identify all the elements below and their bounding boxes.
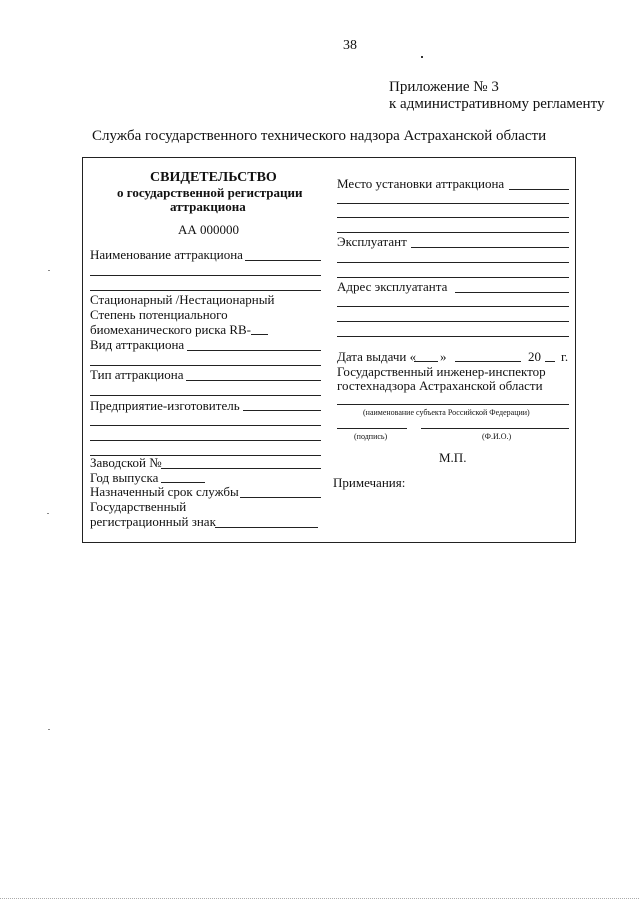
appendix-line-2: к административному регламенту xyxy=(389,96,605,112)
attraction-kind-line[interactable] xyxy=(187,350,321,351)
year-line[interactable] xyxy=(161,482,205,483)
attraction-name-line-2[interactable] xyxy=(90,275,321,276)
serial-number-label: Заводской № xyxy=(90,455,162,470)
issue-date-year: 20 xyxy=(528,349,541,364)
subject-caption: (наименование субъекта Российской Федерации) xyxy=(363,408,530,417)
year-label: Год выпуска xyxy=(90,470,159,485)
risk-degree-line[interactable] xyxy=(251,334,268,335)
service-life-label: Назначенный срок службы xyxy=(90,484,239,499)
location-line-2[interactable] xyxy=(337,203,569,204)
issue-date-day-line[interactable] xyxy=(414,361,438,362)
risk-degree-label-2: биомеханического риска RB- xyxy=(90,322,252,337)
operator-line-2[interactable] xyxy=(337,262,569,263)
attraction-name-line[interactable] xyxy=(245,260,321,261)
issue-date-suffix: г. xyxy=(561,349,569,364)
certificate-subtitle-1: о государственной регистрации xyxy=(117,185,303,200)
page-number: 38 xyxy=(343,38,357,53)
operator-line[interactable] xyxy=(411,247,569,248)
manufacturer-line-2[interactable] xyxy=(90,425,321,426)
attraction-name-label: Наименование аттракциона xyxy=(90,247,243,262)
appendix-line-1: Приложение № 3 xyxy=(389,79,499,95)
issue-date-prefix: Дата выдачи « xyxy=(337,349,417,364)
inspector-label-1: Государственный инженер-инспектор xyxy=(337,364,546,379)
operator-label: Эксплуатант xyxy=(337,234,407,249)
attraction-kind-label: Вид аттракциона xyxy=(90,337,185,352)
issue-date-month-line[interactable] xyxy=(455,361,521,362)
scan-footer-edge xyxy=(0,898,639,899)
manufacturer-line[interactable] xyxy=(243,410,321,411)
manufacturer-line-3[interactable] xyxy=(90,440,321,441)
subject-line[interactable] xyxy=(337,404,569,405)
certificate-title: СВИДЕТЕЛЬСТВО xyxy=(150,170,277,185)
service-title: Служба государственного технического надзора Астраханской области xyxy=(92,128,547,144)
location-line-3[interactable] xyxy=(337,217,569,218)
signature-caption: (подпись) xyxy=(354,432,388,441)
attraction-kind-line-2[interactable] xyxy=(90,365,321,366)
risk-degree-label-1: Степень потенциального xyxy=(90,307,228,322)
seal-label: М.П. xyxy=(439,450,467,465)
reg-sign-label-2: регистрационный знак xyxy=(90,514,216,529)
service-life-line[interactable] xyxy=(240,497,321,498)
operator-address-line[interactable] xyxy=(455,292,569,293)
reg-sign-label-1: Государственный xyxy=(90,499,187,514)
issue-date-mid: » xyxy=(440,349,447,364)
operator-address-line-4[interactable] xyxy=(337,336,569,337)
issue-date-year-line[interactable] xyxy=(545,361,555,362)
name-caption: (Ф.И.О.) xyxy=(482,432,512,441)
location-label: Место установки аттракциона xyxy=(337,176,505,191)
operator-address-line-2[interactable] xyxy=(337,306,569,307)
certificate-number: АА 000000 xyxy=(178,222,240,237)
attraction-type-line-2[interactable] xyxy=(90,395,321,396)
stationary-label: Стационарный /Нестационарный xyxy=(90,292,275,307)
inspector-label-2: гостехнадзора Астраханской области xyxy=(337,378,543,393)
manufacturer-label: Предприятие-изготовитель xyxy=(90,398,240,413)
location-line[interactable] xyxy=(509,189,569,190)
attraction-type-label: Тип аттракциона xyxy=(90,367,184,382)
name-line[interactable] xyxy=(421,428,569,429)
scan-speck xyxy=(48,729,50,730)
dot-mark xyxy=(421,56,423,58)
operator-address-line-3[interactable] xyxy=(337,321,569,322)
scan-speck xyxy=(48,270,50,271)
reg-sign-line[interactable] xyxy=(215,527,318,528)
notes-label: Примечания: xyxy=(333,475,406,490)
attraction-type-line[interactable] xyxy=(186,380,321,381)
location-line-4[interactable] xyxy=(337,232,569,233)
operator-address-label: Адрес эксплуатанта xyxy=(337,279,448,294)
attraction-name-line-3[interactable] xyxy=(90,290,321,291)
serial-number-line[interactable] xyxy=(161,468,321,469)
certificate-subtitle-2: аттракциона xyxy=(170,199,246,214)
signature-line[interactable] xyxy=(337,428,407,429)
scan-speck xyxy=(47,513,49,514)
operator-line-3[interactable] xyxy=(337,277,569,278)
